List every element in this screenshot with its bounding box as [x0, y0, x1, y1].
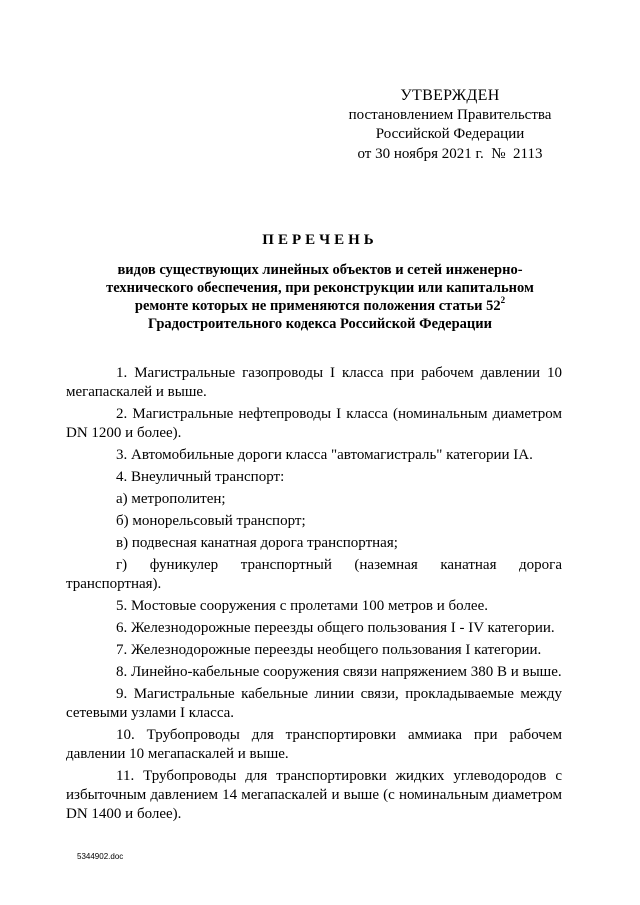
items-list [66, 364, 562, 827]
subtitle-line-1: видов существующих линейных объектов и сетей инженерно- [117, 262, 523, 278]
subtitle-line-3 [96, 297, 544, 315]
list-item: 7. Железнодорожные переезды необщего пользования I категории. [116, 642, 542, 658]
list-item: 4. Внеуличный транспорт: [116, 469, 285, 485]
subtitle-line-3-text: ремонте которых не применяются положения статьи 52 [134, 298, 501, 314]
approval-line-2: Российской Федерации [375, 126, 525, 142]
approval-line-1: постановлением Правительства [348, 106, 552, 123]
approval-date-number: от 30 ноября 2021 г. № 2113 [357, 145, 543, 162]
list-item: 5. Мостовые сооружения с пролетами 100 метров и более. [116, 598, 488, 614]
list-item: 3. Автомобильные дороги класса "автомагистраль" категории IA. [116, 447, 533, 463]
list-item: 1. Магистральные газопроводы I класса при рабочем давлении 10 мегапаскалей и выше. [66, 365, 562, 400]
list-item: 9. Магистральные кабельные линии связи, прокладываемые между сетевыми узлами I класса. [66, 686, 562, 721]
document-subtitle [96, 261, 544, 333]
list-subitem: г) фуникулер транспортный (наземная канатная дорога транспортная). [66, 557, 562, 592]
list-item: 11. Трубопроводы для транспортировки жидких углеводородов с избыточным давлением 14 мегапаскалей и выше (с номинальным диаметром DN 1400 и более). [66, 768, 562, 822]
article-superscript: 2 [500, 295, 506, 305]
list-item: 2. Магистральные нефтепроводы I класса (номинальным диаметром DN 1200 и более). [66, 406, 562, 441]
list-subitem: а) метрополитен; [116, 491, 226, 507]
subtitle-line-2: технического обеспечения, при реконструкции или капитальном [106, 280, 534, 296]
list-item: 6. Железнодорожные переезды общего пользования I - IV категории. [116, 620, 555, 636]
list-subitem: б) монорельсовый транспорт; [116, 513, 306, 529]
document-title: ПЕРЕЧЕНЬ [262, 232, 378, 248]
list-item: 10. Трубопроводы для транспортировки аммиака при рабочем давлении 10 мегапаскалей и выше. [66, 727, 562, 762]
list-subitem: в) подвесная канатная дорога транспортная; [116, 535, 398, 551]
approval-block [330, 86, 570, 164]
list-item: 8. Линейно-кабельные сооружения связи напряжением 380 В и выше. [116, 664, 562, 680]
subtitle-line-4: Градостроительного кодекса Российской Федерации [148, 316, 492, 332]
approval-heading: УТВЕРЖДЕН [400, 87, 500, 104]
file-name-footer: 5344902.doc [77, 852, 124, 861]
